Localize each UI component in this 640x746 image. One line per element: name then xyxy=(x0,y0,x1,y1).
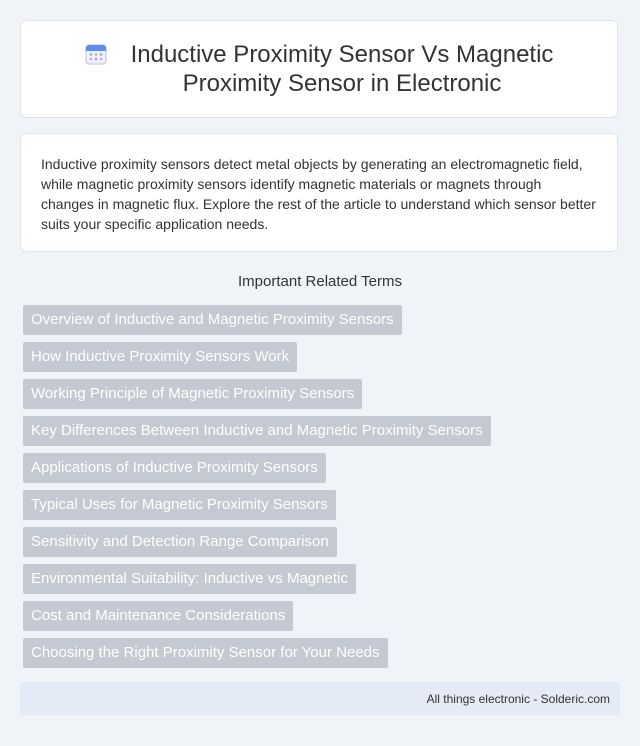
related-term-link[interactable]: Choosing the Right Proximity Sensor for Your Needs xyxy=(23,638,388,668)
summary-card xyxy=(20,133,618,252)
related-terms-heading: Important Related Terms xyxy=(238,273,402,290)
page-title: Inductive Proximity Sensor Vs Magnetic Proximity Sensor in Electronic xyxy=(130,41,554,97)
footer-text: All things electronic - Solderic.com xyxy=(426,691,610,706)
related-term-link[interactable]: Working Principle of Magnetic Proximity Sensors xyxy=(23,379,362,409)
related-term-link[interactable]: Overview of Inductive and Magnetic Proximity Sensors xyxy=(23,305,402,335)
title-card xyxy=(20,20,618,118)
related-term-link[interactable]: Cost and Maintenance Considerations xyxy=(23,601,293,631)
related-term-link[interactable]: Typical Uses for Magnetic Proximity Sensors xyxy=(23,490,336,520)
related-terms-list xyxy=(23,305,491,675)
summary-text: Inductive proximity sensors detect metal objects by generating an electromagnetic field, while magnetic proximity sensors identify magnetic materials or magnets through changes in magnetic flux. Explore the rest of the article to understand which sensor better suits your specific application needs. xyxy=(41,156,596,232)
footer xyxy=(20,682,620,715)
title-row xyxy=(84,40,554,98)
related-term-link[interactable]: Key Differences Between Inductive and Magnetic Proximity Sensors xyxy=(23,416,491,446)
related-term-link[interactable]: How Inductive Proximity Sensors Work xyxy=(23,342,297,372)
calendar-icon xyxy=(84,42,108,66)
related-term-link[interactable]: Environmental Suitability: Inductive vs Magnetic xyxy=(23,564,356,594)
related-term-link[interactable]: Sensitivity and Detection Range Comparison xyxy=(23,527,337,557)
related-term-link[interactable]: Applications of Inductive Proximity Sensors xyxy=(23,453,326,483)
